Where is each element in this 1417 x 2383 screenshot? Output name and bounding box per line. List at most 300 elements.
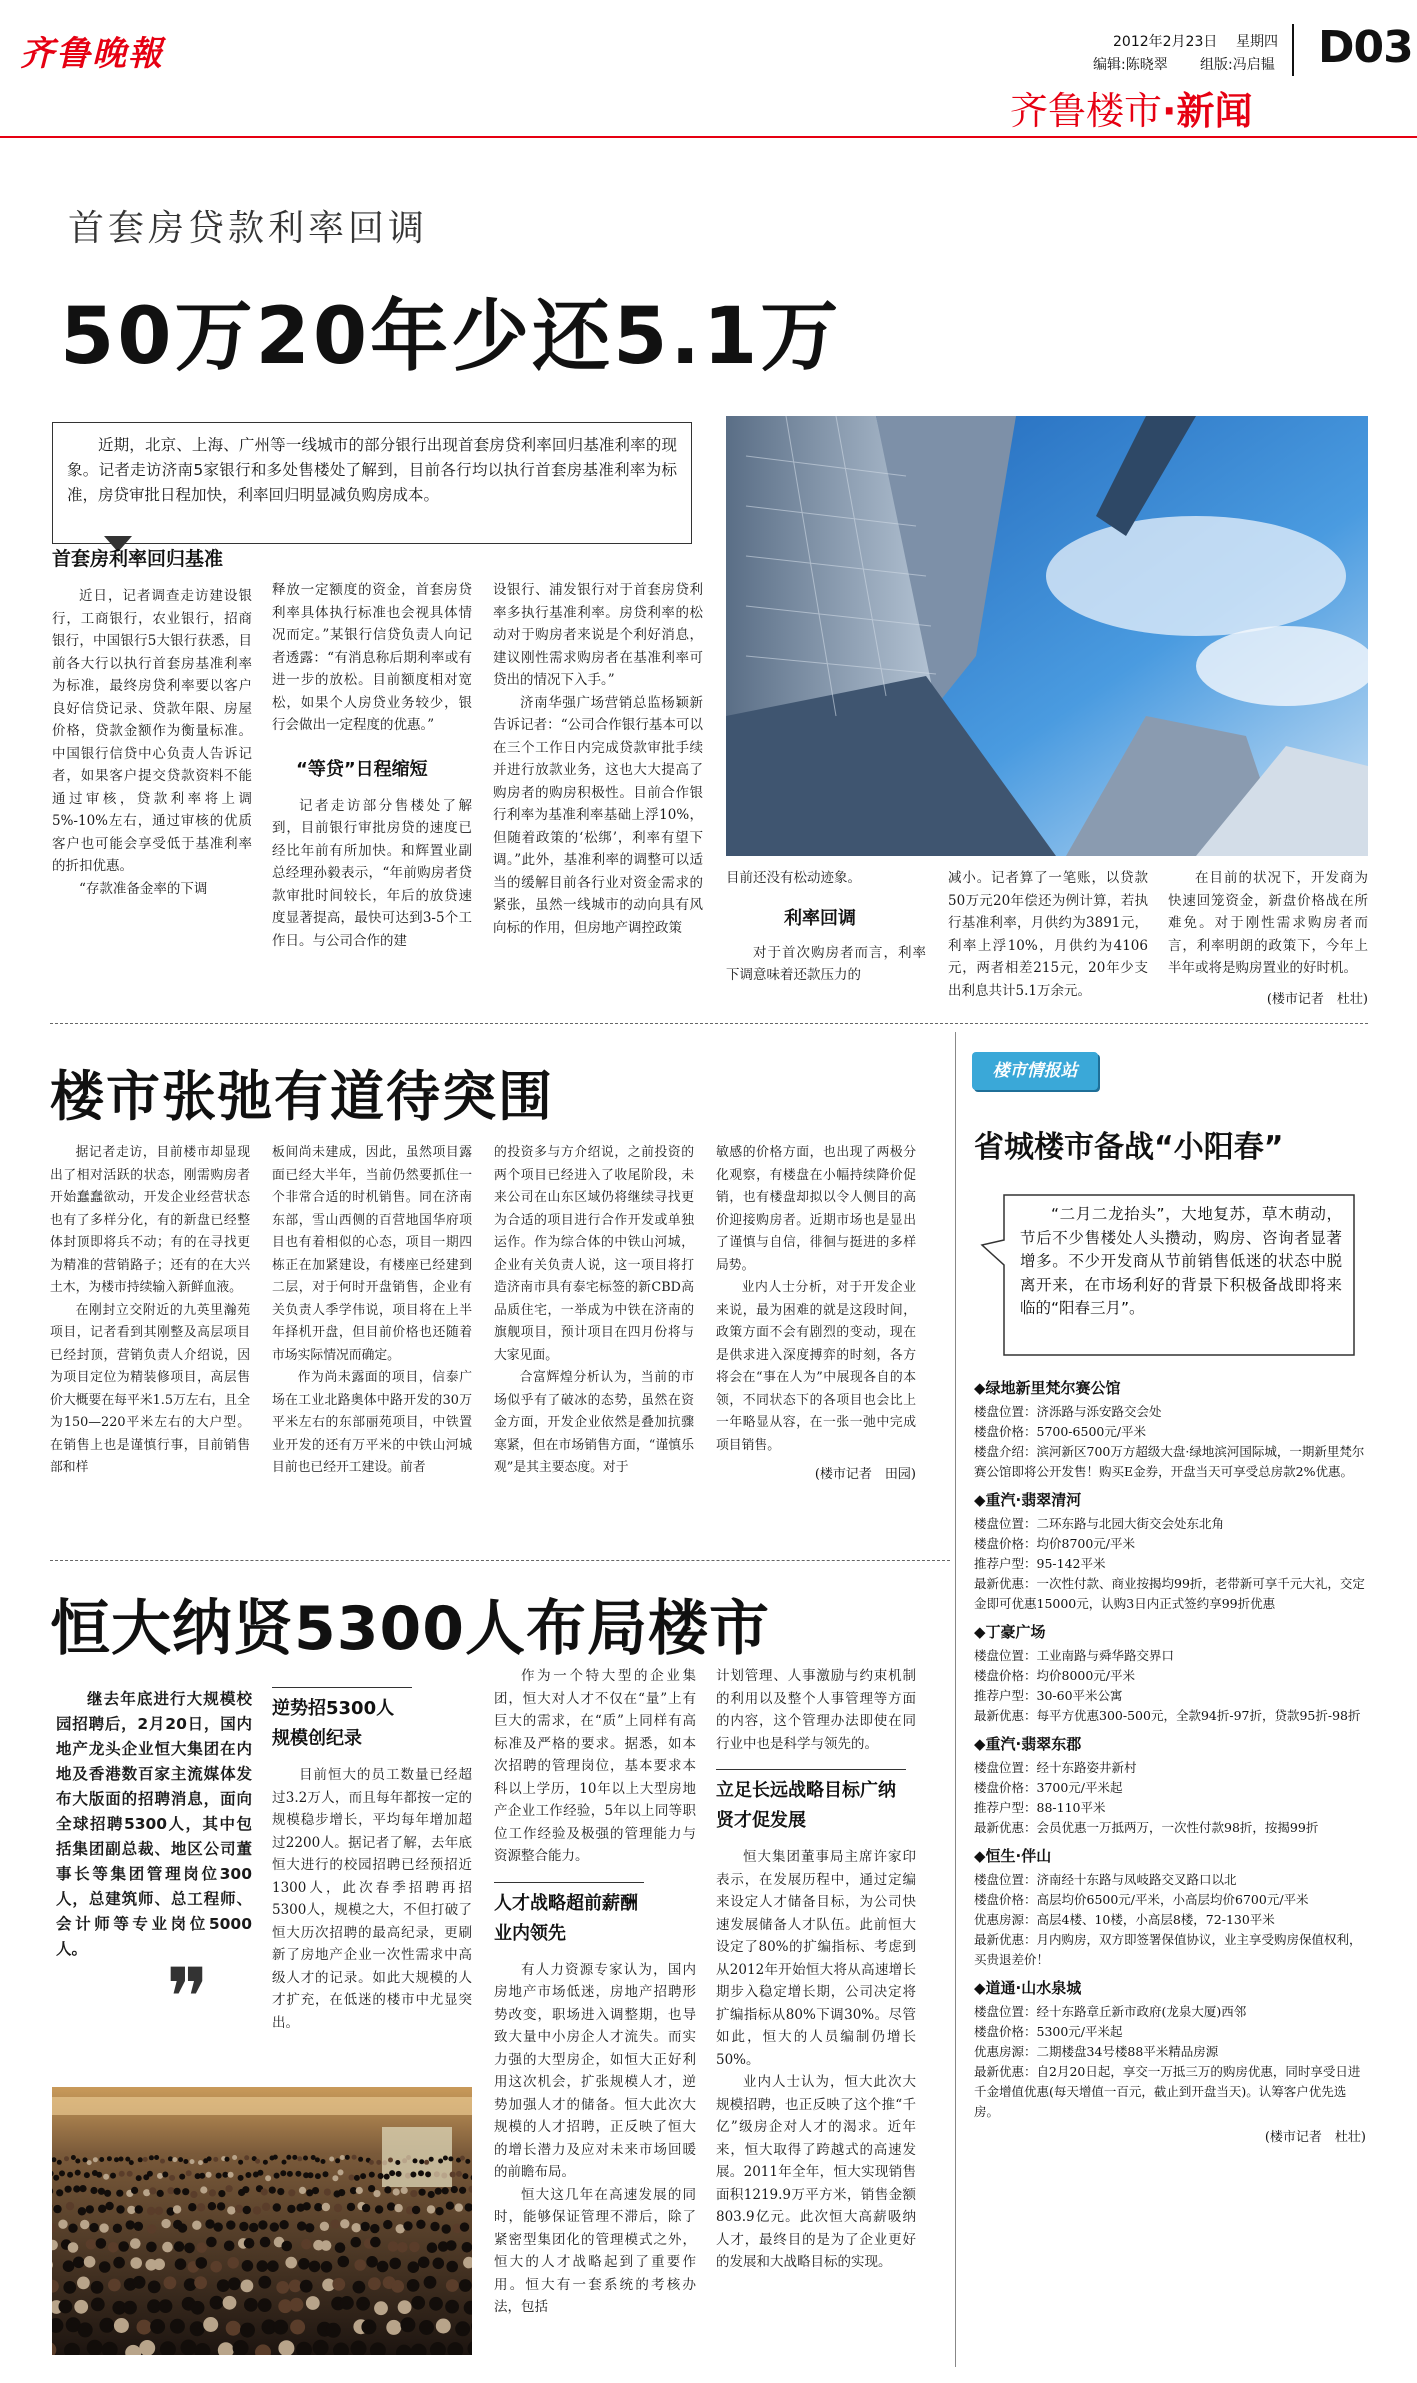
crowd-person [226, 2185, 233, 2192]
article3-col1 [272, 1687, 472, 2034]
crowd-person [370, 2237, 381, 2248]
property-detail: 楼盘位置：工业南路与舜华路交界口 [974, 1648, 1175, 1663]
crowd-person [315, 2173, 321, 2179]
crowd-person [149, 2187, 156, 2194]
crowd-person [352, 2155, 357, 2160]
crowd-person [257, 2170, 263, 2176]
crowd-person [243, 2206, 251, 2214]
crowd-person [362, 2204, 370, 2212]
crowd-person [178, 2157, 183, 2162]
sidebar-listings [970, 1040, 1370, 2370]
crowd-person [126, 2220, 135, 2229]
crowd-person [394, 2204, 402, 2212]
paragraph: 设银行、浦发银行对于首套房贷利率多执行基准利率。房贷利率的松动对于购房者来说是个利好消息，建议刚性需求购房者在基准利率可贷出的情况下入手。” [493, 582, 703, 688]
crowd-person [368, 2277, 381, 2290]
crowd-person [388, 2241, 399, 2252]
crowd-person [424, 2276, 437, 2289]
crowd-person [214, 2222, 223, 2231]
crowd-person [295, 2171, 301, 2177]
crowd-person [114, 2318, 129, 2333]
paragraph: 合富辉煌分析认为，当前的市场似乎有了破冰的态势，虽然在资金方面，开发企业依然是叠加抗骤寒紧，但在市场销售方面，“谨慎乐观”是其主要态度。对于 [494, 1370, 694, 1475]
crowd-person [442, 2187, 449, 2194]
crowd-person [58, 2220, 67, 2229]
crowd-person [398, 2300, 412, 2314]
crowd-person [445, 2300, 459, 2314]
crowd-person [384, 2186, 391, 2193]
crowd-person [353, 2281, 366, 2294]
crowd-person [186, 2170, 192, 2176]
crowd-person [84, 2256, 96, 2268]
sidebar-badge-label: 楼市情报站 [992, 1061, 1078, 1081]
crowd-person [338, 2169, 344, 2175]
crowd-person [175, 2258, 187, 2270]
crowd-person [366, 2256, 378, 2268]
crowd-person [429, 2157, 434, 2162]
crowd-person [273, 2155, 278, 2160]
crowd-person [456, 2171, 462, 2177]
crowd-person [200, 2186, 207, 2193]
property-detail: 推荐户型：30-60平米公寓 [974, 1688, 1123, 1703]
crowd-person [137, 2320, 152, 2335]
article1-lead: 近期，北京、上海、广州等一线城市的部分银行出现首套房贷利率回归基准利率的现象。记者走访济南5家银行和多处售楼处了解到，目前各行均以执行首套房基准利率为标准，房贷审批日程加快，利率回归明显减负购房成本。 [67, 436, 677, 504]
crowd-person [279, 2220, 288, 2229]
crowd-person [455, 2203, 463, 2211]
crowd-person [203, 2317, 218, 2332]
crowd-person [244, 2155, 249, 2160]
article2-col1 [50, 1142, 250, 1480]
crowd-person [63, 2260, 75, 2272]
crowd-person [59, 2300, 73, 2314]
crowd-person [107, 2156, 112, 2161]
crowd-person [253, 2206, 261, 2214]
crowd-person [263, 2160, 268, 2165]
crowd-person [335, 2158, 340, 2163]
property-detail: 楼盘价格：均价8000元/平米 [974, 1668, 1136, 1683]
crowd-person [368, 2185, 375, 2192]
crowd-person [378, 2173, 384, 2179]
crowd-person [179, 2174, 185, 2180]
section-name: 齐鲁楼市 [1010, 89, 1163, 133]
crowd-person [218, 2190, 225, 2197]
crowd-person [273, 2320, 288, 2335]
crowd-person [258, 2276, 271, 2289]
crowd-person [389, 2258, 401, 2270]
crowd-person [98, 2188, 105, 2195]
property-listing [974, 1732, 1366, 1838]
crowd-photo [52, 2087, 472, 2355]
crowd-person [90, 2187, 97, 2194]
crowd-person [326, 2323, 341, 2338]
paragraph: 近日，记者调查走访建设银行，工商银行，农业银行，招商银行，中国银行5大银行获悉，目前各大行以执行首套房基准利率为标准，最终房贷利率要以客户良好信贷记录、贷款年限、房屋价格，贷款金额作为衡量标准。中国银行信贷中心负责人告诉记者，如果客户提交贷款资料不能通过审核，贷款利率将上调5%-10%左右，通过审核的优质客户也可能会享受低于基准利率的折扣优惠。 [52, 588, 252, 874]
crowd-person [313, 2340, 329, 2355]
crowd-person [289, 2280, 302, 2293]
article1-byline: (楼市记者 杜壮) [1266, 991, 1368, 1007]
crowd-person [411, 2296, 425, 2310]
crowd-person [280, 2170, 286, 2176]
property-detail: 推荐户型：95-142平米 [974, 1556, 1106, 1571]
crowd-person [242, 2260, 254, 2272]
crowd-person [172, 2157, 177, 2162]
crowd-person [286, 2155, 291, 2160]
crowd-person [395, 2160, 400, 2165]
crowd-person [419, 2320, 434, 2335]
crowd-person [147, 2171, 153, 2177]
crowd-person [160, 2159, 165, 2164]
article3-subhead-3: 立足长远战略目标广纳贤才促发展 [716, 1769, 906, 1836]
crowd-person [459, 2279, 472, 2292]
section-title [1010, 80, 1252, 135]
property-detail: 最新优惠：会员优惠一万抵两万，一次性付款98折，按揭99折 [974, 1820, 1319, 1835]
crowd-person [78, 2207, 86, 2215]
crowd-person [135, 2205, 143, 2213]
crowd-person [91, 2281, 104, 2294]
paragraph: 在刚封立交附近的九英里瀚苑项目，记者看到其刚整及高层项目已经封顶，营销负责人介绍说，因为项目定位为精装修项目，高层售价大概要在每平米1.5万左右，且全为150—220平米左右的大户型。在销售上也是谨慎行事，目前销售部和样 [50, 1302, 250, 1475]
crowd-person [75, 2159, 80, 2164]
crowd-person [255, 2159, 260, 2164]
crowd-person [352, 2223, 361, 2232]
crowd-person [99, 2318, 114, 2333]
crowd-person [369, 2160, 374, 2165]
property-listing [974, 1976, 1366, 2122]
crowd-person [118, 2241, 129, 2252]
paragraph: 恒大集团董事局主席许家印表示，在发展历程中，通过定编来设定人才储备目标，为公司快速发展储备人才队伍。此前恒大设定了80%的扩编指标、考虑到从2012年开始恒大将从高速增长期步入稳定增长期，公司决定将扩编指标从80%下调30%。尽管如此，恒大的人员编制仍增长50%。 [716, 1849, 916, 2068]
crowd-person [401, 2187, 408, 2194]
crowd-person [210, 2296, 224, 2310]
crowd-person [136, 2175, 142, 2181]
property-detail: 楼盘位置：二环东路与北园大街交会处东北角 [974, 1516, 1225, 1531]
crowd-person [374, 2301, 388, 2315]
crowd-person [217, 2279, 230, 2292]
crowd-person [178, 2223, 187, 2232]
crowd-person [384, 2174, 390, 2180]
property-detail: 楼盘位置：济泺路与泺安路交会处 [974, 1404, 1162, 1419]
crowd-person [75, 2170, 81, 2176]
crowd-person [340, 2219, 349, 2228]
crowd-person [321, 2159, 326, 2164]
crowd-person [210, 2261, 222, 2273]
crowd-person [370, 2224, 379, 2233]
quote-mark-icon: ❞ [166, 1951, 210, 2044]
crowd-person [155, 2207, 163, 2215]
crowd-person [91, 2298, 105, 2312]
crowd-person [406, 2155, 411, 2160]
crowd-person [305, 2223, 314, 2232]
article3-col2 [494, 1665, 696, 2319]
skyscraper-photo [726, 416, 1368, 856]
crowd-person [435, 2207, 443, 2215]
crowd-person [382, 2160, 387, 2165]
crowd-person [448, 2156, 453, 2161]
crowd-person [419, 2189, 426, 2196]
crowd-person [270, 2222, 279, 2231]
crowd-person [162, 2172, 168, 2178]
issue-weekday: 星期四 [1236, 34, 1278, 50]
crowd-person [427, 2205, 435, 2213]
crowd-person [143, 2189, 150, 2196]
property-detail: 推荐户型：88-110平米 [974, 1800, 1106, 1815]
crowd-person [441, 2173, 447, 2179]
crowd-person [173, 2205, 181, 2213]
crowd-person [64, 2156, 69, 2161]
crowd-person [228, 2172, 234, 2178]
crowd-person [245, 2172, 251, 2178]
crowd-person [320, 2222, 329, 2231]
property-name [974, 1620, 1366, 1644]
crowd-person [282, 2241, 293, 2252]
crowd-person [389, 2170, 395, 2176]
crowd-person [450, 2172, 456, 2178]
crowd-person [238, 2160, 243, 2165]
crowd-person [314, 2203, 322, 2211]
crowd-person [332, 2175, 338, 2181]
crowd-person [226, 2220, 235, 2229]
crowd-person [300, 2280, 313, 2293]
article2-headline: 楼市张弛有道待突围 [50, 1065, 554, 1128]
crowd-person [387, 2202, 395, 2210]
crowd-person [412, 2206, 420, 2214]
property-listing [974, 1620, 1366, 1726]
crowd-person [430, 2222, 439, 2231]
crowd-person [53, 2205, 61, 2213]
crowd-person [227, 2257, 239, 2269]
crowd-person [74, 2300, 88, 2314]
crowd-person [408, 2261, 420, 2273]
property-listing [974, 1844, 1366, 1970]
crowd-person [265, 2175, 271, 2181]
crowd-person [146, 2242, 157, 2253]
crowd-person [376, 2160, 381, 2165]
article3-lead-col [56, 1687, 252, 2044]
crowd-person [123, 2301, 137, 2315]
crowd-person [217, 2202, 225, 2210]
crowd-person [249, 2223, 258, 2232]
crowd-person [455, 2321, 470, 2336]
crowd-person [105, 2202, 113, 2210]
crowd-person [407, 2279, 420, 2292]
crowd-person [150, 2319, 165, 2334]
crowd-person [154, 2155, 159, 2160]
crowd-person [168, 2156, 173, 2161]
crowd-person [216, 2173, 222, 2179]
property-detail: 楼盘价格：5300元/平米起 [974, 2024, 1123, 2039]
crowd-person [242, 2186, 249, 2193]
article1-subhead-1: 首套房利率回归基准 [52, 548, 224, 570]
crowd-person [162, 2242, 173, 2253]
crowd-person [309, 2261, 321, 2273]
crowd-person [73, 2185, 80, 2192]
crowd-person [169, 2175, 175, 2181]
crowd-person [161, 2219, 170, 2228]
crowd-person [356, 2297, 370, 2311]
crowd-person [335, 2242, 346, 2253]
property-name [974, 1844, 1366, 1868]
paragraph: 作为一个特大型的企业集团，恒大对人才不仅在“量”上有巨大的需求，在“质”上同样有高标准及严格的要求。据悉，如本次招聘的管理岗位，基本要求本科以上学历，10年以上大型房地产企业工作经验，5年以上同等职位工作经验及极强的管理能力与资源整合能力。 [494, 1668, 696, 1864]
crowd-person [174, 2188, 181, 2195]
crowd-person [116, 2190, 123, 2197]
crowd-person [196, 2242, 207, 2253]
crowd-person [194, 2276, 207, 2289]
crowd-person [258, 2298, 272, 2312]
article2-col3 [494, 1142, 694, 1480]
crowd-person [285, 2257, 297, 2269]
crowd-person [213, 2157, 218, 2162]
paragraph: 济南华强广场营销总监杨颖新告诉记者：“公司合作银行基本可以在三个工作日内完成贷款审批手续并进行放款业务，这也大大提高了购房者的购房积极性。目前合作银行利率为基准利率基础上浮10%，但随着政策的‘松绑’，利率有望下调。”此外，基准利率的调整可以适当的缓解目前各行业对资金需求的紧张，虽然一线城市的动向具有风向标的作用，但房地产调控政策 [493, 694, 703, 936]
crowd-person [332, 2278, 345, 2291]
crowd-person [428, 2191, 435, 2198]
crowd-person [410, 2190, 417, 2197]
crowd-person [224, 2241, 235, 2252]
crowd-person [273, 2203, 281, 2211]
crowd-person [288, 2189, 295, 2196]
crowd-person [241, 2280, 254, 2293]
article3-subhead-2: 人才战略超前薪酬业内领先 [494, 1882, 644, 1949]
crowd-person [174, 2241, 185, 2252]
issue-date: 2012年2月23日 [1113, 34, 1218, 50]
property-title: 恒生·伴山 [985, 1847, 1052, 1865]
property-detail: 楼盘位置：济南经十东路与凤岐路交叉路口以北 [974, 1872, 1237, 1887]
crowd-person [190, 2159, 195, 2164]
crowd-person [78, 2322, 93, 2337]
sidebar-divider [955, 1032, 956, 2367]
article1-subhead-3: 利率回调 [784, 907, 856, 929]
crowd-person [96, 2172, 102, 2178]
crowd-person [274, 2173, 280, 2179]
crowd-person [356, 2187, 363, 2194]
property-name [974, 1488, 1366, 1512]
section-sub: 新闻 [1176, 89, 1253, 133]
bullet-icon: ◆ [974, 1379, 986, 1397]
crowd-person [99, 2261, 111, 2273]
article1-col1 [52, 540, 252, 900]
property-detail: 楼盘介绍：滨河新区700万方超级大盘·绿地滨河国际城，一期新里梵尔赛公馆即将公开发售！购买E金券，开盘当天可享受总房款2%优惠。 [974, 1444, 1365, 1479]
property-detail: 楼盘价格：3700元/平米起 [974, 1780, 1123, 1795]
property-title: 重汽·翡翠东郡 [985, 1735, 1082, 1753]
article1-col2 [272, 579, 472, 952]
crowd-person [235, 2205, 243, 2213]
property-detail: 楼盘价格：高层均价6500元/平米，小高层均价6700元/平米 [974, 1892, 1309, 1907]
crowd-person [206, 2237, 217, 2248]
crowd-person [358, 2157, 363, 2162]
crowd-person [438, 2159, 443, 2164]
property-detail: 楼盘位置：经十东路章丘新市政府(龙泉大厦)西邻 [974, 2004, 1247, 2019]
crowd-person [340, 2155, 345, 2160]
crowd-person [301, 2239, 312, 2250]
crowd-person [267, 2260, 279, 2272]
article1-col4 [726, 867, 926, 987]
crowd-person [113, 2224, 122, 2233]
crowd-person [228, 2277, 241, 2290]
crowd-person [433, 2258, 445, 2270]
crowd-person [460, 2156, 465, 2161]
crowd-person [198, 2160, 203, 2165]
crowd-person [192, 2221, 201, 2230]
crowd-person [303, 2156, 308, 2161]
page-divider [1292, 24, 1294, 76]
property-detail: 优惠房源：高层4楼、10楼，小高层8楼，72-130平米 [974, 1912, 1275, 1927]
crowd-person [345, 2155, 350, 2160]
crowd-person [435, 2188, 442, 2195]
crowd-person [306, 2296, 320, 2310]
property-detail: 最新优惠：自2月20日起，享交一万抵三万的购房优惠，同时享受日进千金增值优惠(每天增值一百元，截止到开盘当天)。认筹客户优先选房。 [974, 2064, 1361, 2119]
crowd-person [282, 2160, 287, 2165]
crowd-person [400, 2317, 415, 2332]
bullet-icon: ◆ [974, 1623, 986, 1641]
crowd-person [225, 2157, 230, 2162]
crowd-person [134, 2222, 143, 2231]
crowd-person [375, 2205, 383, 2213]
crowd-person [190, 2321, 205, 2336]
crowd-person [424, 2160, 429, 2165]
crowd-person [311, 2155, 316, 2160]
property-name [974, 1376, 1366, 1400]
crowd-person [462, 2242, 472, 2253]
crowd-person [405, 2173, 411, 2179]
crowd-person [446, 2279, 459, 2292]
crowd-person [184, 2243, 195, 2254]
crowd-person [127, 2206, 135, 2214]
crowd-person [183, 2159, 188, 2164]
crowd-person [322, 2203, 330, 2211]
article1-subhead-2: “等贷”日程缩短 [296, 758, 428, 780]
paragraph: 业内人士分析，对于开发企业来说，最为困难的就是这段时间，政策方面不会有剧烈的变动，现在是供求进入深度搏弈的时刻，各方将会在“事在人为”中展现各自的本领，不同状态下的各项目也会比上一年略显从容，在一张一弛中完成项目销售。 [716, 1280, 916, 1453]
sidebar-intro-box [974, 1185, 1366, 1365]
crowd-person [393, 2188, 400, 2195]
bullet-icon: ◆ [974, 1491, 986, 1509]
crowd-person [116, 2205, 124, 2213]
crowd-person [257, 2260, 269, 2272]
crowd-person [66, 2202, 74, 2210]
property-title: 丁豪广场 [985, 1623, 1046, 1641]
property-listing [974, 1376, 1366, 1482]
crowd-person [130, 2257, 142, 2269]
crowd-person [276, 2281, 289, 2294]
paragraph: 对于首次购房者而言，利率下调意味着还款压力的 [726, 944, 926, 983]
crowd-person [232, 2155, 237, 2160]
crowd-person [413, 2158, 418, 2163]
crowd-person [383, 2220, 392, 2229]
property-listing [974, 1488, 1366, 1614]
crowd-person [207, 2156, 212, 2161]
crowd-person [68, 2224, 77, 2233]
crowd-person [83, 2157, 88, 2162]
property-detail: 楼盘位置：经十东路姿井新村 [974, 1760, 1137, 1775]
crowd-person [208, 2202, 216, 2210]
crowd-person [147, 2224, 156, 2233]
crowd-person [262, 2203, 270, 2211]
crowd-person [209, 2189, 216, 2196]
crowd-person [191, 2301, 205, 2315]
crowd-person [149, 2155, 154, 2160]
crowd-person [67, 2172, 73, 2178]
property-detail: 优惠房源：二期楼盘34号楼88平米精品房源 [974, 2044, 1219, 2059]
page-number: D03 [1318, 22, 1413, 73]
paragraph: 据记者走访，目前楼市却显现出了相对活跃的状态，刚需购房者开始蠢蠢欲动，开发企业经营状态也有了多样分化，有的新盘已经整体封顶即将兵不动；有的在寻找更为精准的营销路子；还有的在大兴土木，为楼市持续输入新鲜血液。 [50, 1145, 250, 1295]
crowd-person [108, 2279, 121, 2292]
crowd-person [206, 2172, 212, 2178]
paragraph: 有人力资源专家认为，国内房地产市场低迷，房地产招聘形势改变，职场进入调整期，也导致大量中小房企人才流失。而实力强的大型房企，如恒大正好利用这次机会，扩张规模人才，逆势加强人才的储备。恒大此次大规模的人才招聘，正反映了恒大的增长潜力及应对未来市场回暖的前瞻布局。 [494, 1961, 696, 2180]
crowd-person [89, 2223, 98, 2232]
paragraph: 的投资多与方介绍说，之前投资的两个项目已经进入了收尾阶段，未来公司在山东区域仍将继续寻找更为合适的项目进行合作开发或单独运作。作为综合体的中铁山河城，企业有关负责人说，这一项目将打造济南市具有泰宅标签的新CBD高品质住宅，一举成为中铁在济南的旗舰项目，预计项目在四月份将与大家见面。 [494, 1145, 694, 1363]
crowd-person [119, 2157, 124, 2162]
crowd-person [377, 2261, 389, 2273]
masthead [0, 0, 1417, 140]
crowd-person [119, 2171, 125, 2177]
crowd-person [388, 2158, 393, 2163]
paragraph: 恒大这几年在高速发展的同时，能够保证管理不滞后，除了紧密型集团化的管理模式之外，恒大的人才战略起到了重要作用。恒大有一套系统的考核办法，包括 [494, 2186, 696, 2315]
crowd-person [110, 2173, 116, 2179]
crowd-person [59, 2170, 65, 2176]
article-market [0, 1030, 960, 1570]
